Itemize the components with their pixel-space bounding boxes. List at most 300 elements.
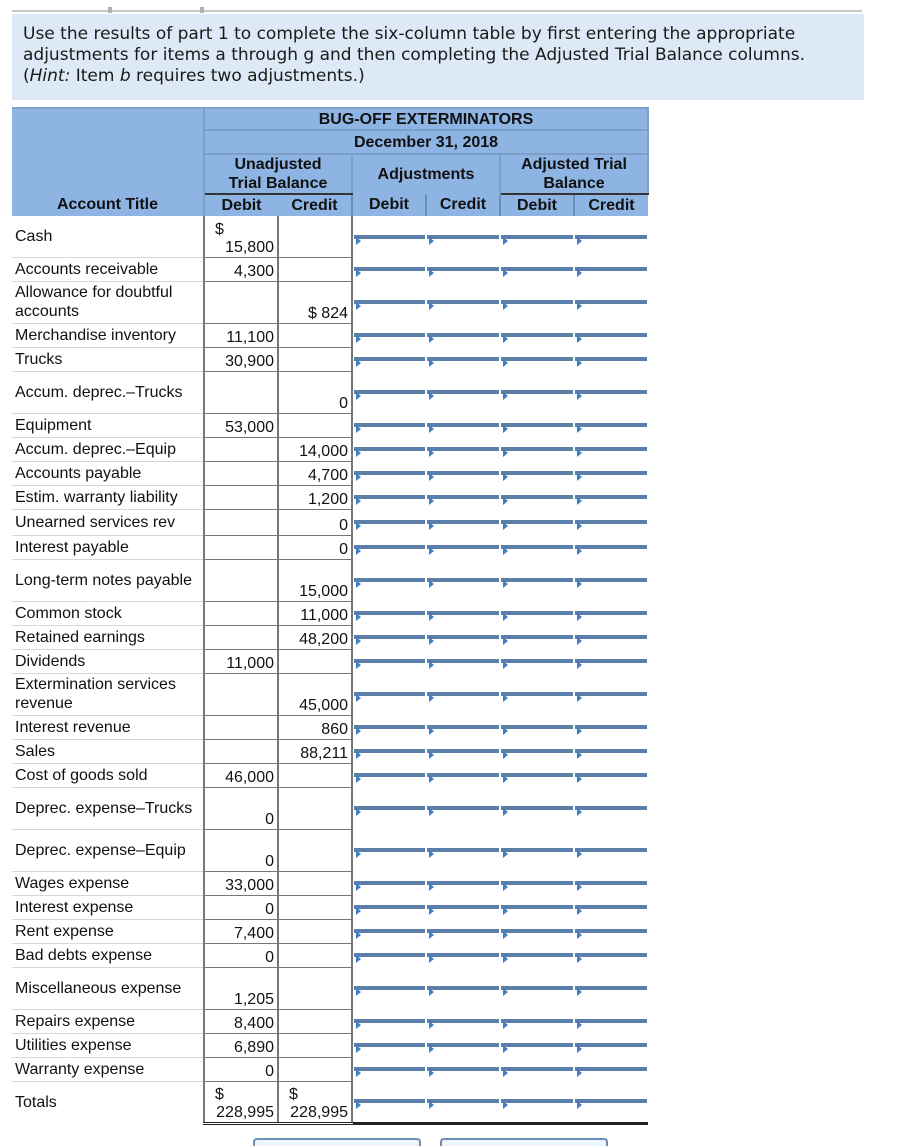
total-adj-credit-input[interactable] — [427, 1099, 499, 1103]
adjusted-debit-cell — [500, 216, 574, 257]
adj-credit-input[interactable] — [427, 635, 499, 639]
unadjusted-credit-cell — [278, 257, 352, 281]
adj-debit-cell — [352, 895, 426, 919]
adjusted-debit-input[interactable] — [501, 725, 573, 729]
adjusted-credit-input[interactable] — [575, 447, 647, 451]
adjusted-credit-input[interactable] — [575, 1019, 647, 1023]
adjusted-debit-input[interactable] — [501, 390, 573, 394]
total-adj-debit-cell — [352, 1081, 426, 1123]
unadjusted-credit-cell — [278, 323, 352, 347]
unadjusted-debit-header: Debit — [204, 194, 278, 216]
adj-debit-input[interactable] — [354, 806, 425, 810]
adj-credit-cell — [426, 649, 500, 673]
adj-debit-cell — [352, 535, 426, 559]
unadjusted-credit-cell — [278, 601, 352, 625]
unadjusted-credit-cell — [278, 509, 352, 535]
adjusted-credit-input[interactable] — [575, 333, 647, 337]
next-button[interactable] — [440, 1138, 608, 1146]
adj-credit-input[interactable] — [427, 611, 499, 615]
unadjusted-debit-cell — [204, 347, 278, 371]
totals-label: Totals — [12, 1081, 204, 1123]
adj-debit-input[interactable] — [354, 235, 425, 239]
table-row — [12, 216, 648, 257]
adj-debit-input[interactable] — [354, 848, 425, 852]
adjustments-header: Adjustments — [352, 154, 500, 194]
adjusted-debit-input[interactable] — [501, 495, 573, 499]
unadjusted-debit-cell — [204, 559, 278, 601]
adjusted-credit-input[interactable] — [575, 806, 647, 810]
adjusted-credit-cell — [574, 371, 648, 413]
unadjusted-credit-cell — [278, 625, 352, 649]
total-adjusted-credit-input[interactable] — [575, 1099, 647, 1103]
adj-debit-input[interactable] — [354, 725, 425, 729]
adj-debit-cell — [352, 485, 426, 509]
table-row — [12, 943, 648, 967]
adjusted-credit-cell — [574, 763, 648, 787]
adjusted-credit-cell — [574, 871, 648, 895]
unadjusted-debit-cell — [204, 829, 278, 871]
adjusted-debit-cell — [500, 967, 574, 1009]
adj-debit-input[interactable] — [354, 447, 425, 451]
unadjusted-credit-cell — [278, 715, 352, 739]
adj-credit-input[interactable] — [427, 986, 499, 990]
adjusted-debit-cell — [500, 323, 574, 347]
adjusted-credit-input[interactable] — [575, 300, 647, 304]
item-letter: b — [119, 66, 131, 86]
account-title: Merchandise inventory — [12, 323, 204, 347]
adj-debit-cell — [352, 371, 426, 413]
account-title: Cash — [12, 216, 204, 257]
adjusted-debit-cell — [500, 1057, 574, 1081]
adj-debit-cell — [352, 461, 426, 485]
adjusted-credit-cell — [574, 967, 648, 1009]
adj-debit-cell — [352, 739, 426, 763]
adj-debit-input[interactable] — [354, 611, 425, 615]
adj-credit-input[interactable] — [427, 953, 499, 957]
adjusted-debit-cell — [500, 763, 574, 787]
unadjusted-debit-cell — [204, 323, 278, 347]
adjusted-credit-input[interactable] — [575, 390, 647, 394]
adjusted-debit-input[interactable] — [501, 881, 573, 885]
unadjusted-credit-cell — [278, 673, 352, 715]
adj-credit-input[interactable] — [427, 300, 499, 304]
adj-debit-input[interactable] — [354, 495, 425, 499]
unadjusted-credit-cell — [278, 787, 352, 829]
table-row — [12, 601, 648, 625]
unadjusted-credit-cell — [278, 967, 352, 1009]
table-row — [12, 559, 648, 601]
unadjusted-debit-cell — [204, 715, 278, 739]
table-row — [12, 829, 648, 871]
adjusted-debit-input[interactable] — [501, 773, 573, 777]
adjusted-debit-input[interactable] — [501, 1043, 573, 1047]
unadjusted-debit-cell — [204, 216, 278, 257]
adj-debit-input[interactable] — [354, 749, 425, 753]
adj-debit-input[interactable] — [354, 635, 425, 639]
adjusted-debit-cell — [500, 413, 574, 437]
table-row — [12, 509, 648, 535]
unadjusted-debit-value: 15,800 — [225, 238, 274, 256]
adj-credit-input[interactable] — [427, 1043, 499, 1047]
adj-credit-input[interactable] — [427, 1019, 499, 1023]
adjusted-debit-input[interactable] — [501, 692, 573, 696]
adjusted-debit-header: Debit — [500, 194, 574, 216]
adjusted-debit-input[interactable] — [501, 611, 573, 615]
adjusted-credit-input[interactable] — [575, 725, 647, 729]
adjustments-debit-header: Debit — [352, 194, 426, 216]
adj-credit-cell — [426, 323, 500, 347]
adjusted-debit-input[interactable] — [501, 749, 573, 753]
account-title: Extermination services revenue — [12, 673, 204, 715]
account-title: Wages expense — [12, 871, 204, 895]
adjusted-debit-input[interactable] — [501, 905, 573, 909]
unadjusted-debit-value: 0 — [265, 810, 274, 828]
adj-credit-cell — [426, 559, 500, 601]
unadjusted-credit-value: $ 824 — [307, 304, 348, 322]
adj-debit-cell — [352, 347, 426, 371]
adjusted-debit-input[interactable] — [501, 300, 573, 304]
adj-credit-input[interactable] — [427, 1067, 499, 1071]
unadjusted-debit-cell — [204, 1009, 278, 1033]
adjusted-credit-input[interactable] — [575, 848, 647, 852]
adjusted-credit-input[interactable] — [575, 635, 647, 639]
adj-debit-cell — [352, 625, 426, 649]
adj-debit-cell — [352, 281, 426, 323]
unadjusted-debit-cell — [204, 413, 278, 437]
unadjusted-debit-cell — [204, 535, 278, 559]
adj-debit-input[interactable] — [354, 929, 425, 933]
adj-credit-cell — [426, 601, 500, 625]
adjusted-credit-input[interactable] — [575, 357, 647, 361]
adjusted-debit-input[interactable] — [501, 520, 573, 524]
unadjusted-credit-cell — [278, 485, 352, 509]
adjusted-debit-cell — [500, 601, 574, 625]
currency-symbol: $ — [289, 1085, 298, 1103]
adj-credit-input[interactable] — [427, 333, 499, 337]
adj-credit-cell — [426, 461, 500, 485]
adj-debit-input[interactable] — [354, 471, 425, 475]
adjusted-debit-input[interactable] — [501, 986, 573, 990]
adjusted-credit-cell — [574, 919, 648, 943]
adjusted-credit-cell — [574, 601, 648, 625]
adjusted-debit-cell — [500, 257, 574, 281]
adj-credit-input[interactable] — [427, 773, 499, 777]
adj-debit-input[interactable] — [354, 357, 425, 361]
adj-credit-cell — [426, 739, 500, 763]
adj-credit-input[interactable] — [427, 725, 499, 729]
adj-credit-cell — [426, 787, 500, 829]
adj-credit-input[interactable] — [427, 905, 499, 909]
adj-credit-input[interactable] — [427, 235, 499, 239]
adjusted-credit-input[interactable] — [575, 692, 647, 696]
adjusted-credit-input[interactable] — [575, 423, 647, 427]
adjusted-debit-cell — [500, 1033, 574, 1057]
unadjusted-credit-cell — [278, 895, 352, 919]
unadjusted-credit-value: 14,000 — [299, 442, 348, 460]
adj-debit-input[interactable] — [354, 986, 425, 990]
adj-debit-input[interactable] — [354, 390, 425, 394]
adjusted-credit-input[interactable] — [575, 1067, 647, 1071]
unadjusted-credit-value: 11,000 — [300, 606, 348, 624]
table-row — [12, 371, 648, 413]
instructions-text-3: requires two adjustments.) — [130, 66, 365, 86]
hint-label: Hint: — [29, 66, 71, 86]
adjusted-credit-cell — [574, 413, 648, 437]
adjusted-debit-input[interactable] — [501, 267, 573, 271]
adjusted-credit-input[interactable] — [575, 235, 647, 239]
adjusted-credit-input[interactable] — [575, 773, 647, 777]
adjusted-debit-input[interactable] — [501, 848, 573, 852]
adjusted-credit-input[interactable] — [575, 986, 647, 990]
adj-debit-cell — [352, 509, 426, 535]
adj-debit-input[interactable] — [354, 578, 425, 582]
unadjusted-credit-cell — [278, 1033, 352, 1057]
total-debit-value: 228,995 — [216, 1103, 274, 1121]
adj-debit-input[interactable] — [354, 423, 425, 427]
adjusted-debit-cell — [500, 673, 574, 715]
adjusted-credit-input[interactable] — [575, 953, 647, 957]
adjusted-credit-input[interactable] — [575, 881, 647, 885]
unadjusted-credit-cell — [278, 739, 352, 763]
adjusted-debit-input[interactable] — [501, 447, 573, 451]
adj-credit-input[interactable] — [427, 545, 499, 549]
adj-debit-input[interactable] — [354, 881, 425, 885]
adj-debit-cell — [352, 787, 426, 829]
top-divider — [12, 10, 862, 12]
account-title: Interest revenue — [12, 715, 204, 739]
unadjusted-debit-cell — [204, 437, 278, 461]
adjusted-debit-input[interactable] — [501, 357, 573, 361]
adjusted-credit-cell — [574, 1009, 648, 1033]
adj-debit-cell — [352, 673, 426, 715]
adjusted-credit-input[interactable] — [575, 267, 647, 271]
adjusted-credit-cell — [574, 739, 648, 763]
adj-debit-input[interactable] — [354, 953, 425, 957]
adjusted-debit-cell — [500, 943, 574, 967]
adjusted-credit-cell — [574, 895, 648, 919]
account-title: Rent expense — [12, 919, 204, 943]
adj-credit-input[interactable] — [427, 659, 499, 663]
adjusted-credit-input[interactable] — [575, 659, 647, 663]
adj-credit-input[interactable] — [427, 390, 499, 394]
adj-debit-input[interactable] — [354, 1067, 425, 1071]
unadjusted-debit-value: 30,900 — [225, 352, 274, 370]
account-title: Long-term notes payable — [12, 559, 204, 601]
adj-credit-cell — [426, 919, 500, 943]
adjusted-debit-input[interactable] — [501, 235, 573, 239]
total-adjusted-debit-input[interactable] — [501, 1099, 573, 1103]
adj-credit-cell — [426, 1057, 500, 1081]
adjusted-debit-input[interactable] — [501, 806, 573, 810]
adj-debit-input[interactable] — [354, 520, 425, 524]
adj-credit-input[interactable] — [427, 520, 499, 524]
adj-credit-cell — [426, 967, 500, 1009]
unadjusted-debit-cell — [204, 485, 278, 509]
table-row — [12, 1057, 648, 1081]
adjusted-debit-cell — [500, 829, 574, 871]
total-adjusted-credit-cell — [574, 1081, 648, 1123]
account-title: Common stock — [12, 601, 204, 625]
adjustments-credit-header: Credit — [426, 194, 500, 216]
table-row — [12, 437, 648, 461]
unadjusted-debit-cell — [204, 943, 278, 967]
table-row — [12, 461, 648, 485]
account-title: Sales — [12, 739, 204, 763]
adjusted-credit-input[interactable] — [575, 495, 647, 499]
adj-debit-input[interactable] — [354, 1019, 425, 1023]
adj-credit-input[interactable] — [427, 848, 499, 852]
adj-credit-input[interactable] — [427, 929, 499, 933]
unadjusted-debit-value: 8,400 — [233, 1014, 274, 1032]
unadjusted-credit-cell — [278, 871, 352, 895]
account-title: Bad debts expense — [12, 943, 204, 967]
unadjusted-debit-value: 4,300 — [233, 262, 274, 280]
account-title: Allowance for doubtful accounts — [12, 281, 204, 323]
adjusted-credit-input[interactable] — [575, 545, 647, 549]
adjusted-debit-input[interactable] — [501, 1019, 573, 1023]
adj-credit-input[interactable] — [427, 495, 499, 499]
account-title: Deprec. expense–Trucks — [12, 787, 204, 829]
table-row — [12, 257, 648, 281]
table-row — [12, 535, 648, 559]
adj-debit-cell — [352, 323, 426, 347]
adjusted-credit-cell — [574, 347, 648, 371]
adjusted-debit-cell — [500, 919, 574, 943]
adjusted-credit-input[interactable] — [575, 471, 647, 475]
adjusted-credit-input[interactable] — [575, 929, 647, 933]
unadjusted-debit-cell — [204, 739, 278, 763]
adj-debit-input[interactable] — [354, 333, 425, 337]
adj-debit-input[interactable] — [354, 300, 425, 304]
adjusted-credit-input[interactable] — [575, 1043, 647, 1047]
adjusted-credit-input[interactable] — [575, 578, 647, 582]
adj-credit-cell — [426, 413, 500, 437]
table-row — [12, 673, 648, 715]
adjusted-credit-input[interactable] — [575, 749, 647, 753]
adjusted-debit-input[interactable] — [501, 929, 573, 933]
currency-symbol: $ — [215, 220, 224, 238]
adjusted-debit-input[interactable] — [501, 659, 573, 663]
unadjusted-debit-value: 33,000 — [225, 876, 274, 894]
adjusted-debit-input[interactable] — [501, 333, 573, 337]
adj-debit-cell — [352, 943, 426, 967]
adj-credit-input[interactable] — [427, 881, 499, 885]
total-credit-value: 228,995 — [290, 1103, 348, 1121]
unadjusted-debit-value: 0 — [265, 1062, 274, 1080]
adj-credit-cell — [426, 625, 500, 649]
adj-credit-input[interactable] — [427, 749, 499, 753]
adjusted-credit-input[interactable] — [575, 611, 647, 615]
adj-debit-cell — [352, 649, 426, 673]
table-row — [12, 895, 648, 919]
adjusted-debit-cell — [500, 649, 574, 673]
adjusted-credit-cell — [574, 216, 648, 257]
adj-credit-input[interactable] — [427, 471, 499, 475]
unadjusted-credit-cell — [278, 1057, 352, 1081]
adj-debit-input[interactable] — [354, 659, 425, 663]
unadjusted-debit-cell — [204, 371, 278, 413]
adjusted-debit-input[interactable] — [501, 471, 573, 475]
adj-credit-cell — [426, 1009, 500, 1033]
adj-credit-cell — [426, 715, 500, 739]
adj-debit-input[interactable] — [354, 267, 425, 271]
adj-credit-cell — [426, 871, 500, 895]
adj-credit-input[interactable] — [427, 806, 499, 810]
adjusted-debit-input[interactable] — [501, 1067, 573, 1071]
adj-credit-input[interactable] — [427, 267, 499, 271]
adj-debit-input[interactable] — [354, 773, 425, 777]
adjusted-debit-input[interactable] — [501, 423, 573, 427]
account-title: Utilities expense — [12, 1033, 204, 1057]
adjusted-debit-cell — [500, 895, 574, 919]
adjusted-credit-cell — [574, 559, 648, 601]
adj-debit-cell — [352, 437, 426, 461]
unadjusted-credit-cell — [278, 437, 352, 461]
instructions-box — [12, 14, 864, 100]
adj-debit-input[interactable] — [354, 905, 425, 909]
adj-credit-input[interactable] — [427, 423, 499, 427]
table-row — [12, 1033, 648, 1057]
adjusted-credit-input[interactable] — [575, 905, 647, 909]
adjusted-debit-input[interactable] — [501, 545, 573, 549]
total-adjusted-debit-cell — [500, 1081, 574, 1123]
account-title: Cost of goods sold — [12, 763, 204, 787]
adj-debit-input[interactable] — [354, 545, 425, 549]
adj-debit-input[interactable] — [354, 1043, 425, 1047]
unadjusted-debit-value: 7,400 — [233, 924, 274, 942]
table-row — [12, 763, 648, 787]
adjusted-debit-input[interactable] — [501, 635, 573, 639]
unadjusted-trial-balance-header: Unadjusted Trial Balance — [204, 154, 352, 194]
adjusted-debit-cell — [500, 559, 574, 601]
adj-debit-cell — [352, 1033, 426, 1057]
header-blank — [12, 130, 204, 154]
unadjusted-credit-cell — [278, 763, 352, 787]
currency-symbol: $ — [215, 1085, 224, 1103]
adj-credit-cell — [426, 437, 500, 461]
adj-debit-input[interactable] — [354, 692, 425, 696]
adj-credit-cell — [426, 829, 500, 871]
table-row — [12, 787, 648, 829]
adjusted-debit-input[interactable] — [501, 953, 573, 957]
adj-credit-input[interactable] — [427, 578, 499, 582]
total-adj-debit-input[interactable] — [354, 1099, 425, 1103]
account-title: Miscellaneous expense — [12, 967, 204, 1009]
adj-credit-input[interactable] — [427, 357, 499, 361]
adj-credit-cell — [426, 485, 500, 509]
adjusted-credit-cell — [574, 829, 648, 871]
unadjusted-credit-cell — [278, 535, 352, 559]
adjusted-debit-input[interactable] — [501, 578, 573, 582]
unadjusted-debit-cell — [204, 257, 278, 281]
check-my-work-button[interactable] — [253, 1138, 421, 1146]
adjusted-debit-cell — [500, 715, 574, 739]
unadjusted-credit-value: 4,700 — [307, 466, 348, 484]
adjusted-credit-input[interactable] — [575, 520, 647, 524]
adj-credit-input[interactable] — [427, 692, 499, 696]
adj-credit-cell — [426, 673, 500, 715]
unadjusted-credit-cell — [278, 281, 352, 323]
unadjusted-debit-value: 53,000 — [225, 418, 274, 436]
adjusted-debit-cell — [500, 739, 574, 763]
adj-credit-cell — [426, 216, 500, 257]
table-row — [12, 739, 648, 763]
table-row — [12, 485, 648, 509]
adj-credit-input[interactable] — [427, 447, 499, 451]
adjusted-debit-cell — [500, 281, 574, 323]
adjusted-credit-cell — [574, 535, 648, 559]
unadjusted-credit-value: 0 — [339, 540, 348, 558]
